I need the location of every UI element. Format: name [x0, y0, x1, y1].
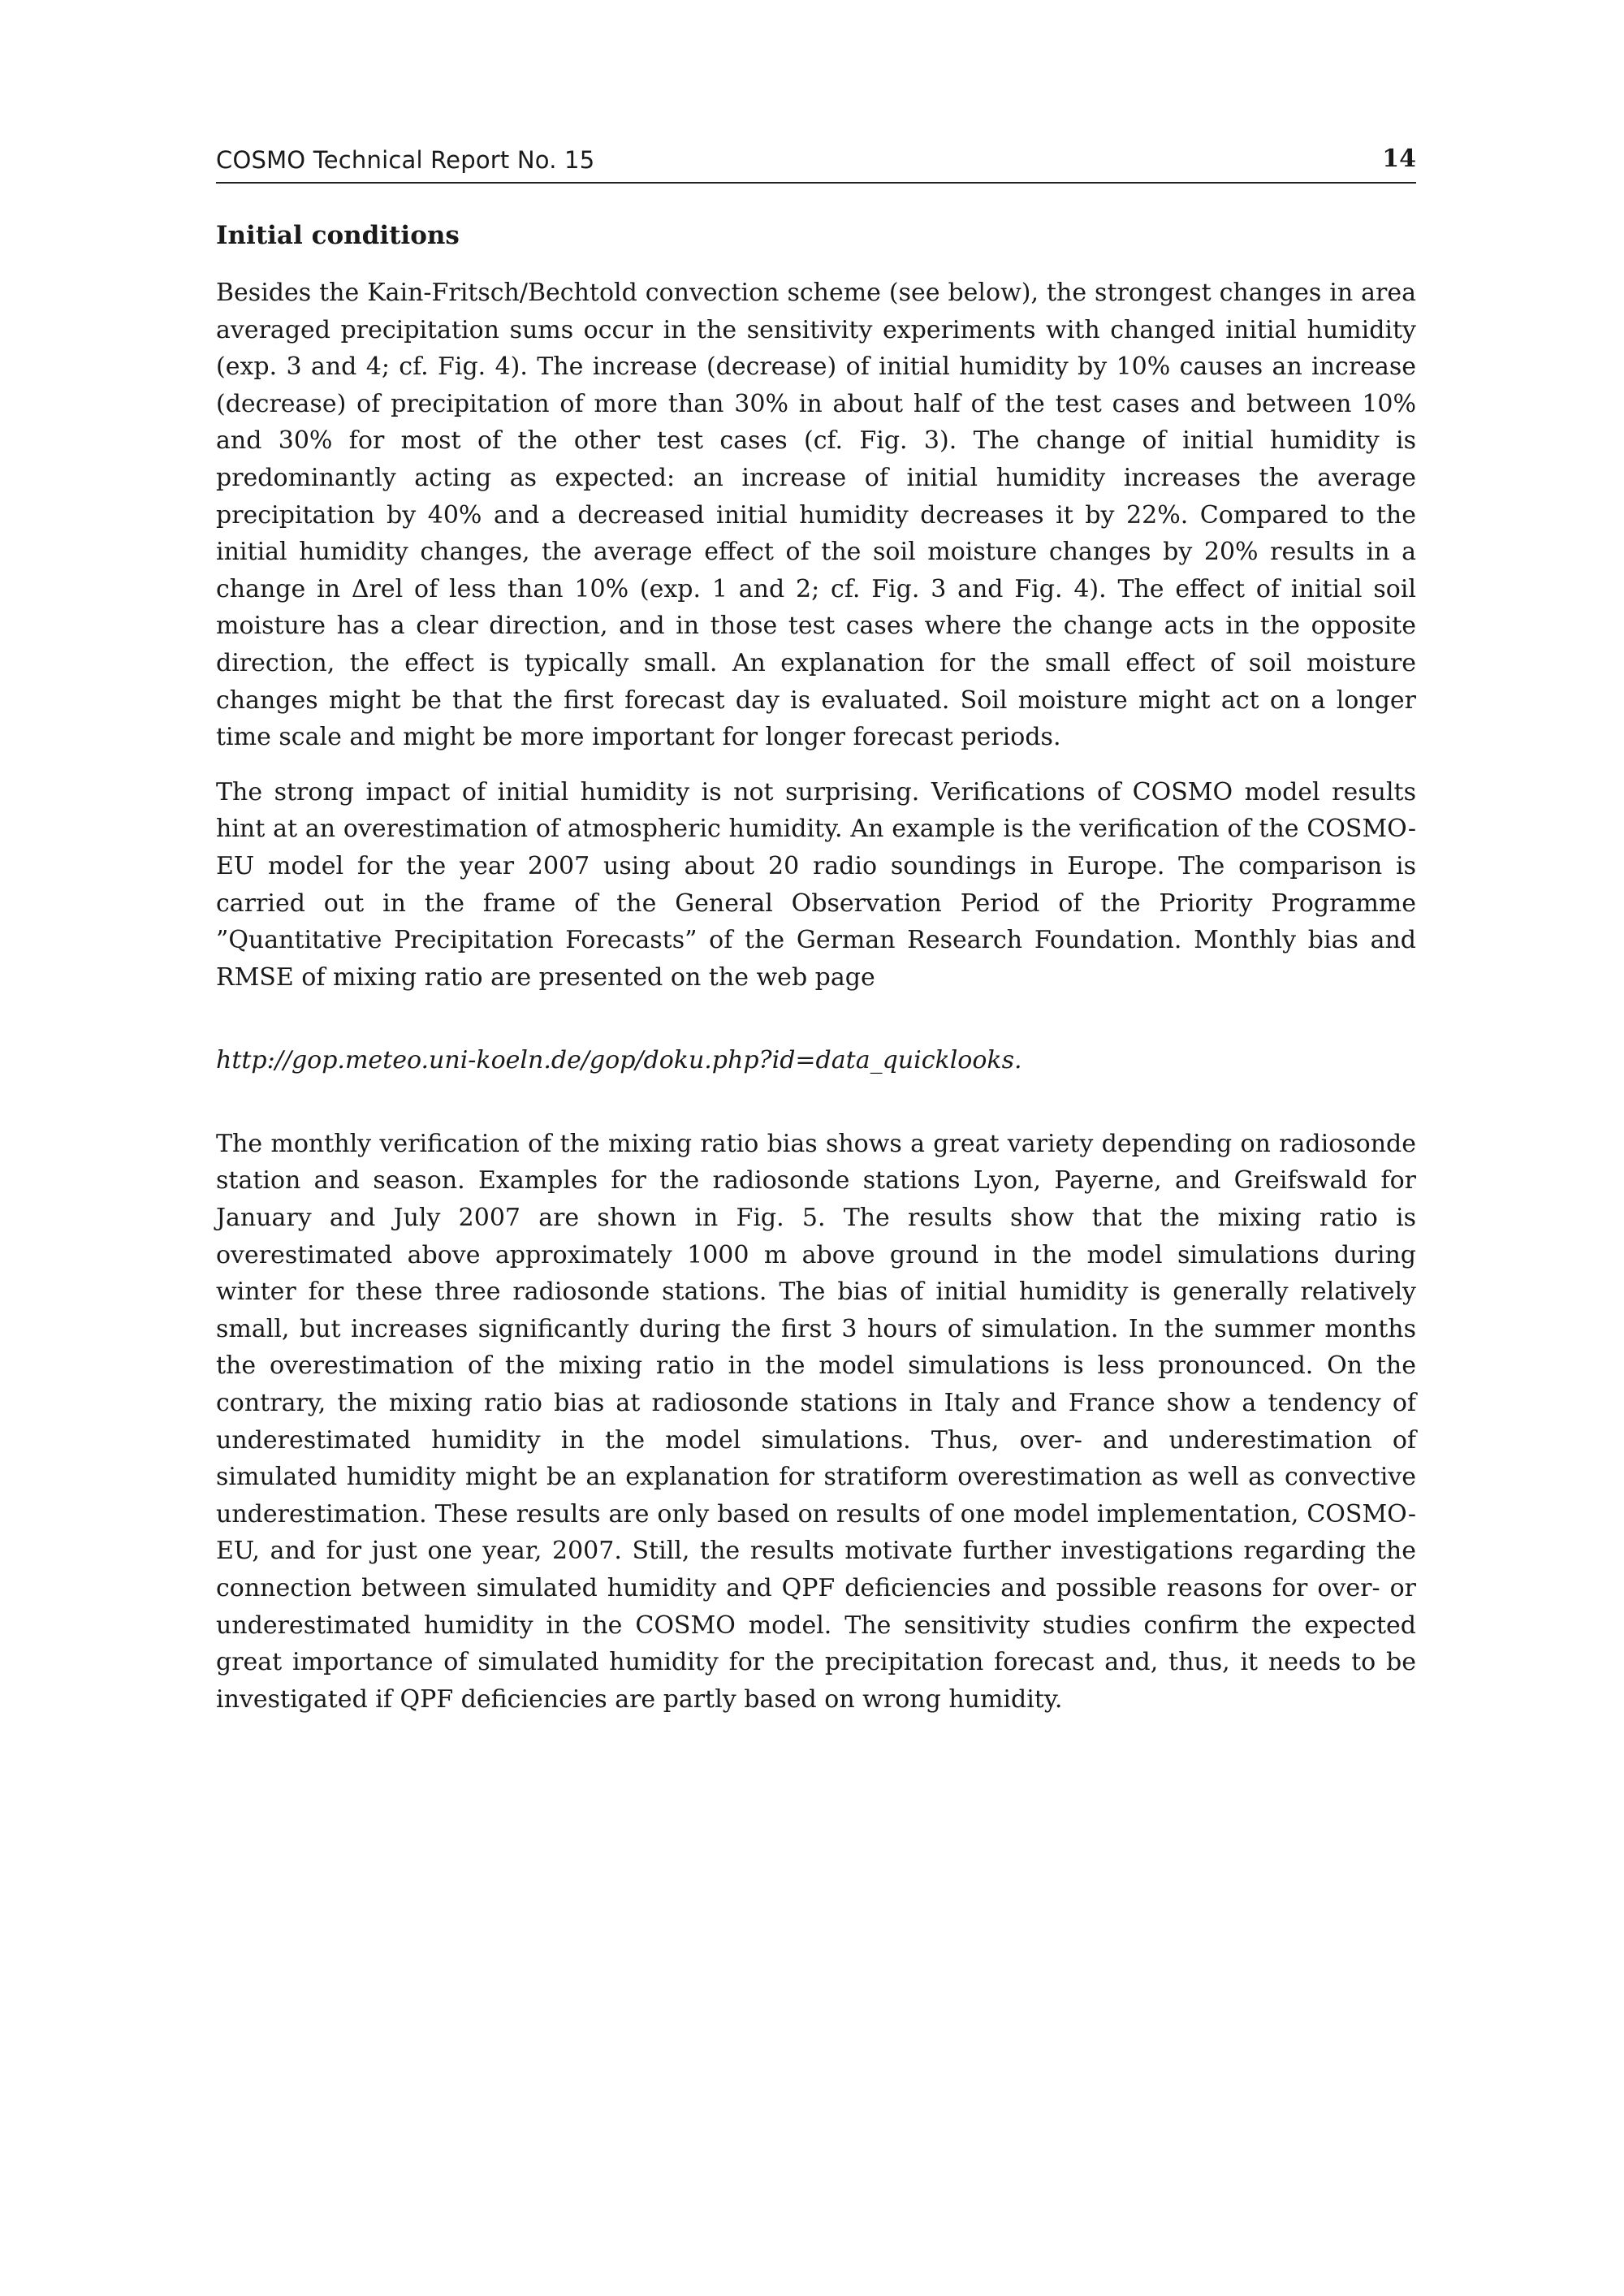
running-header	[216, 143, 1416, 184]
report-title: COSMO Technical Report No. 15	[216, 146, 595, 174]
document-page	[216, 143, 1416, 1718]
page-number: 14	[1382, 145, 1416, 173]
section-title: Initial conditions	[216, 221, 460, 250]
paragraph-verification-overview: The strong impact of initial humidity is not surprising. Verifications of COSMO model results hint at an overestimation of atmospheric humidity. An example is the verification of the COSMO-EU model for the year 2007 using about 20 radio soundings in Europe. The comparison is carried out in the frame of the General Observation Period of the Priority Programme ”Quantitative Precipitation Forecasts” of the German Research Foundation. Monthly bias and RMSE of mixing ratio are presented on the web page	[216, 777, 1416, 992]
paragraph-initial-humidity-effects: Besides the Kain-Fritsch/Bechtold convection scheme (see below), the strongest changes in area averaged precipitation sums occur in the sensitivity experiments with changed initial humidity (exp. 3 and 4; cf. Fig. 4). The increase (decrease) of initial humidity by 10% causes an increase (decrease) of precipitation of more than 30% in about half of the test cases and between 10% and 30% for most of the other test cases (cf. Fig. 3). The change of initial humidity is predominantly acting as expected: an increase of initial humidity increases the average precipitation by 40% and a decreased initial humidity decreases it by 22%. Compared to the initial humidity changes, the average effect of the soil moisture changes by 20% results in a change in Δrel of less than 10% (exp. 1 and 2; cf. Fig. 3 and Fig. 4). The effect of initial soil moisture has a clear direction, and in those test cases where the change acts in the opposite direction, the effect is typically small. An explanation for the small effect of soil moisture changes might be that the first forecast day is evaluated. Soil moisture might act on a longer time scale and might be more important for longer forecast periods.	[216, 279, 1416, 752]
paragraph-mixing-ratio-bias: The monthly verification of the mixing ratio bias shows a great variety depending on radiosonde station and season. Examples for the radiosonde stations Lyon, Payerne, and Greifswald for January and July 2007 are shown in Fig. 5. The results show that the mixing ratio is overestimated above approximately 1000 m above ground in the model simulations during winter for these three radiosonde stations. The bias of initial humidity is generally relatively small, but increases significantly during the first 3 hours of simulation. In the summer months the overestimation of the mixing ratio in the model simulations is less pronounced. On the contrary, the mixing ratio bias at radiosonde stations in Italy and France show a tendency of underestimated humidity in the model simulations. Thus, over- and underestimation of simulated humidity might be an explanation for stratiform overestimation as well as convective underestimation. These results are only based on results of one model implementation, COSMO-EU, and for just one year, 2007. Still, the results motivate further investigations regarding the connection between simulated humidity and QPF deficiencies and possible reasons for over- or underestimated humidity in the COSMO model. The sensitivity studies confirm the expected great importance of simulated humidity for the precipitation forecast and, thus, it needs to be investigated if QPF deficiencies are partly based on wrong humidity.	[216, 1129, 1416, 1714]
web-page-url[interactable]: http://gop.meteo.uni-koeln.de/gop/doku.php?id=data_quicklooks.	[216, 1046, 1022, 1075]
